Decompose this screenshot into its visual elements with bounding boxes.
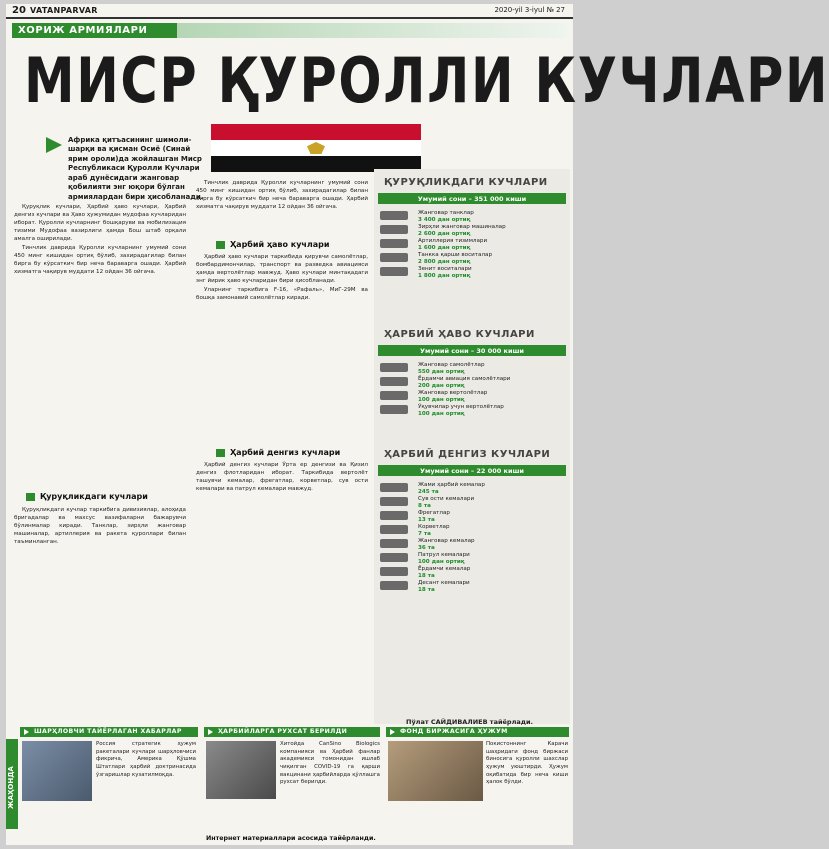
infographic-item [380,223,566,237]
infographic-item-label: Корветлар 7 та [418,524,450,537]
aircraft-icon [380,363,408,372]
news-title-1: ШАРҲЛОВЧИ ТАЙЁРЛАГАН ХАБАРЛАР [20,727,198,737]
subheading-ground: Қуруқликдаги кучлари [26,492,176,501]
infographic-item-label: Жанговар вертолётлар 100 дан ортиқ [418,390,488,403]
infographic-item [380,565,566,579]
infographic-item-label: Жанговар кемалар 36 та [418,538,475,551]
ship-icon [380,483,408,492]
tank-icon [380,211,408,220]
newspaper-page [6,4,829,845]
infographic-item [380,495,566,509]
eagle-emblem-icon [307,142,325,154]
infographic-item-label: Зенит воситалари 1 800 дан ортиқ [418,266,472,279]
page-number: 20 [12,5,26,16]
news-text-1: Россия стратегик ҳужум ракеталари кучлари шарҳловчиси фикрича, Америка Қўшма Штатлари ҳарбий доктринасида ўзгаришлар кузатилмоқда. [96,741,196,778]
article-lead: Африка қитъасининг шимоли-шарқи ва қисман Осиё (Синай ярим ороли)да жойлашган Миср Республикаси Қуролли Кучлари араб дунёсидаги жанговар қобилияти энг юқори бўлган армиялардан бири ҳисобланади. [68,136,204,201]
news-text-2: Хитойда CanSino Biologics компанияси ва Ҳарбий фанлар академияси томонидан ишлаб чиқилган COVID-19 га қарши вакцинани ҳарбийларда қўллашга рухсат берилди. [280,741,380,786]
ship-icon [380,553,408,562]
header-rule [6,17,573,19]
news-text-3: Покистоннинг Карачи шаҳридаги фонд биржаси биносига қуролли шахслар ҳужум уюштирди. Ҳужум оқибатида бир неча киши ҳалок бўлди. [486,741,568,786]
tank-icon [380,239,408,248]
infographic-item-label: Фрегатлар 13 та [418,510,450,523]
infographic-item [380,389,566,403]
infographic-item [380,523,566,537]
side-tag: ЖАҲОНДА [6,739,18,829]
infographic-item [380,509,566,523]
news-title-2: ҲАРБИЙЛАРГА РУХСАТ БЕРИЛДИ [204,727,380,737]
infographic-item [380,237,566,251]
section-rubric: ХОРИЖ АРМИЯЛАРИ [12,23,177,38]
tank-icon [380,267,408,276]
article-column-2b: Ҳарбий денгиз кучлари Ўрта ер денгизи ва Қизил денгиз флотларидан иборат. Таркибида вертолёт ташувчи кемалар, фрегатлар, корветлар, сув ости кемалари ва патрул кемалари мавжуд. [196,462,368,492]
news-photo-3 [388,741,483,801]
infographic-item [380,481,566,495]
infographic-item [380,251,566,265]
ship-icon [380,497,408,506]
infographic-item [380,265,566,279]
author-credit: Пўлат САЙДИВАЛИЕВ тайёрлади. [406,718,533,726]
news-photo-1 [22,741,92,801]
infographic-item-label: Ўқувчилар учун вертолётлар 100 дан ортиқ [418,404,504,417]
infographic-item-label: Ёрдамчи авиация самолётлари 200 дан ортиқ [418,376,511,389]
article-column-1b: Қуруқликдаги кучлар таркибига дивизиялар, алоҳида бригадалар ва махсус вазифаларни бажарувчи бўлинмалар киради. Танклар, зирҳли жанговар машиналар, артиллерия ва ракета қуроллари билан таъминланган. [14,507,186,545]
infographic-title-navy: ҲАРБИЙ ДЕНГИЗ КУЧЛАРИ [384,449,551,460]
infographic-item-label: Жанговар самолётлар 550 дан ортиқ [418,362,485,375]
infographic-item [380,537,566,551]
ship-icon [380,511,408,520]
infographic-item [380,375,566,389]
infographic-item [380,361,566,375]
infographic-item [380,579,566,593]
article-headline: МИСР ҚУРОЛЛИ КУЧЛАРИ [24,44,829,117]
infographic-item-label: Жами ҳарбий кемалар 245 та [418,482,485,495]
infographic-item-label: Патрул кемалари 100 дан ортиқ [418,552,470,565]
tank-icon [380,225,408,234]
article-column-2-top: Тинчлик даврида Қуролли кучларнинг умумий сони 450 минг кишидан ортиқ бўлиб, захирадагилар билан бирга бу кўрсаткич бир неча бараварга ошади. Ҳарбий хизматга чақирув муддати 12 ойдан 36 ойгача. [196,180,368,210]
infographic-item-label: Сув ости кемалари 8 та [418,496,475,509]
infographic-item-label: Артиллерия тизимлари 1 600 дан ортиқ [418,238,488,251]
infographic-item-label: Жанговар танклар 3 400 дан ортиқ [418,210,474,223]
infographic-total-navy: Умумий сони – 22 000 киши [378,465,566,476]
news-title-3: ФОНД БИРЖАСИГА ҲУЖУМ [386,727,569,737]
infographic-item-label: Десант кемалари 18 та [418,580,470,593]
issue-date: 2020-yil 3-iyul № 27 [494,6,565,14]
infographic-item [380,551,566,565]
infographic-title-ground: ҚУРУҚЛИКДАГИ КУЧЛАРИ [384,177,548,188]
page-header [6,4,573,18]
rubric-gradient [177,23,567,38]
infographic-total-air: Умумий сони – 30 000 киши [378,345,566,356]
ship-icon [380,567,408,576]
news-photo-2 [206,741,276,799]
infographic-title-air: ҲАРБИЙ ҲАВО КУЧЛАРИ [384,329,535,340]
aircraft-icon [380,391,408,400]
infographic-item [380,209,566,223]
egypt-flag-image [211,124,421,172]
ship-icon [380,525,408,534]
infographic-item-label: Ёрдамчи кемалар 18 та [418,566,471,579]
subheading-air: Ҳарбий ҳаво кучлари [216,240,366,249]
page-footer: Интернет материаллари асосида тайёрланди. [206,835,376,842]
ship-icon [380,539,408,548]
lead-arrow-icon [46,137,62,153]
subheading-navy: Ҳарбий денгиз кучлари [216,448,366,457]
infographic-item [380,403,566,417]
aircraft-icon [380,377,408,386]
infographic-item-label: Зирҳли жанговар машиналар 2 600 дан ортиқ [418,224,506,237]
infographic-item-label: Танкка қарши воситалар 2 800 дан ортиқ [418,252,493,265]
infographic-total-ground: Умумий сони – 351 000 киши [378,193,566,204]
aircraft-icon [380,405,408,414]
article-column-2: Ҳарбий ҳаво кучлари таркибида қирувчи самолётлар, бомбардимончилар, транспорт ва разведка авиацияси ҳамда вертолётлар мавжуд. Ҳаво кучлари минтақадаги энг йирик ҳаво кучларидан бири ҳисобланади. Уларнинг таркибига F-16, «Рафаль», МиГ-29М ва бошқа замонавий самолётлар киради. [196,254,368,302]
tank-icon [380,253,408,262]
article-column-1: Қуруқлик кучлари, Ҳарбий ҳаво кучлари, Ҳарбий денгиз кучлари ва Ҳаво ҳужумидан мудофаа кучларидан иборат. Қуролли кучларнинг бошқаруви ва мобилизация тизими Мудофаа вазирлиги ҳамда Бош штаб орқали амалга оширилади. Тинчлик даврида Қуролли кучларнинг умумий сони 450 минг кишидан ортиқ бўлиб, захирадагилар билан бирга бу кўрсаткич бир неча бараварга ошади. Ҳарбий хизматга чақирув муддати 12 ойдан 36 ойгача. [14,204,186,275]
newspaper-name: VATANPARVAR [30,6,98,15]
ship-icon [380,581,408,590]
forces-infographic [374,169,570,724]
